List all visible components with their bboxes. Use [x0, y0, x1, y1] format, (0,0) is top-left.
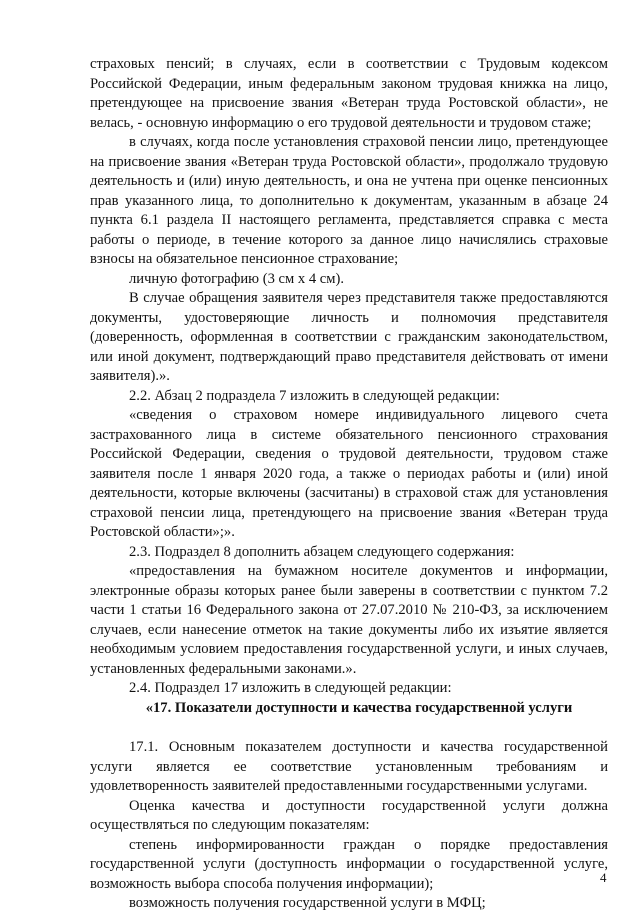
- paragraph: страховых пенсий; в случаях, если в соответствии с Трудовым кодексом Российской Федерации, иным федеральным законом трудовая книжка на лицо, претендующее на присвоение звания «Ветеран труда Ростовской области», не велась, - основную информацию о его трудовой деятельности и трудовом стаже;: [90, 56, 608, 131]
- section-heading: «17. Показатели доступности и качества государственной услуги: [145, 699, 573, 716]
- paragraph: «предоставления на бумажном носителе документов и информации, электронные образы которых ранее были заверены в соответствии с пунктом 7.2 части 1 статьи 16 Федерального закона от 27.07.2010 № 210-ФЗ, за исключением случаев, если нанесение отметок на такие документы либо их изъятие является необходимым условием предоставления государственной услуги, и иных случаев, установленных федеральными законами.».: [90, 563, 608, 677]
- paragraph: 2.4. Подраздел 17 изложить в следующей редакции:: [129, 680, 452, 696]
- paragraph: личную фотографию (3 см х 4 см).: [129, 270, 344, 287]
- paragraph: «сведения о страховом номере индивидуального лицевого счета застрахованного лица в системе обязательного пенсионного страхования Российской Федерации, сведения о трудовой деятельности, трудовом стаже заявителя после 1 января 2020 года, а также о периодах работы и (или) иной деятельности, которые включены (засчитаны) в страховой стаж для установления страховой пенсии лица, претендующего на присвоение звания «Ветеран труда Ростовской области»;».: [90, 407, 608, 540]
- paragraph: 2.2. Абзац 2 подраздела 7 изложить в следующей редакции:: [129, 387, 500, 404]
- document-body: [90, 55, 608, 914]
- paragraph: Оценка качества и доступности государственной услуги должна осуществляться по следующим показателям:: [90, 797, 608, 833]
- paragraph: возможность получения государственной услуги в МФЦ;: [129, 895, 486, 911]
- paragraph: степень информированности граждан о порядке предоставления государственной услуги (доступность информации о государственной услуге, возможность выбора способа получения информации);: [90, 836, 608, 892]
- paragraph: 17.1. Основным показателем доступности и качества государственной услуги является ее соответствие установленным требованиям и удовлетворенность заявителей предоставленными государственными услугами.: [90, 739, 608, 794]
- paragraph: 2.3. Подраздел 8 дополнить абзацем следующего содержания:: [129, 543, 515, 560]
- paragraph: В случае обращения заявителя через представителя также предоставляются документы, удостоверяющие личность и полномочия представителя (доверенность, оформленная в соответствии с гражданским законодательством, или иной документ, подтверждающий право представителя действовать от имени заявителя).».: [90, 290, 608, 384]
- page-number: 4: [600, 870, 607, 885]
- paragraph: в случаях, когда после установления страховой пенсии лицо, претендующее на присвоение звания «Ветеран труда Ростовской области», продолжало трудовую деятельность и (или) иную деятельность, и она не учтена при оценке пенсионных прав указанного лица, то дополнительно к документам, указанным в абзаце 24 пункта 6.1 раздела II настоящего регламента, представляется справка с места работы о периоде, в течение которого за данное лицо начислялись страховые взносы на обязательное пенсионное страхование;: [90, 134, 608, 267]
